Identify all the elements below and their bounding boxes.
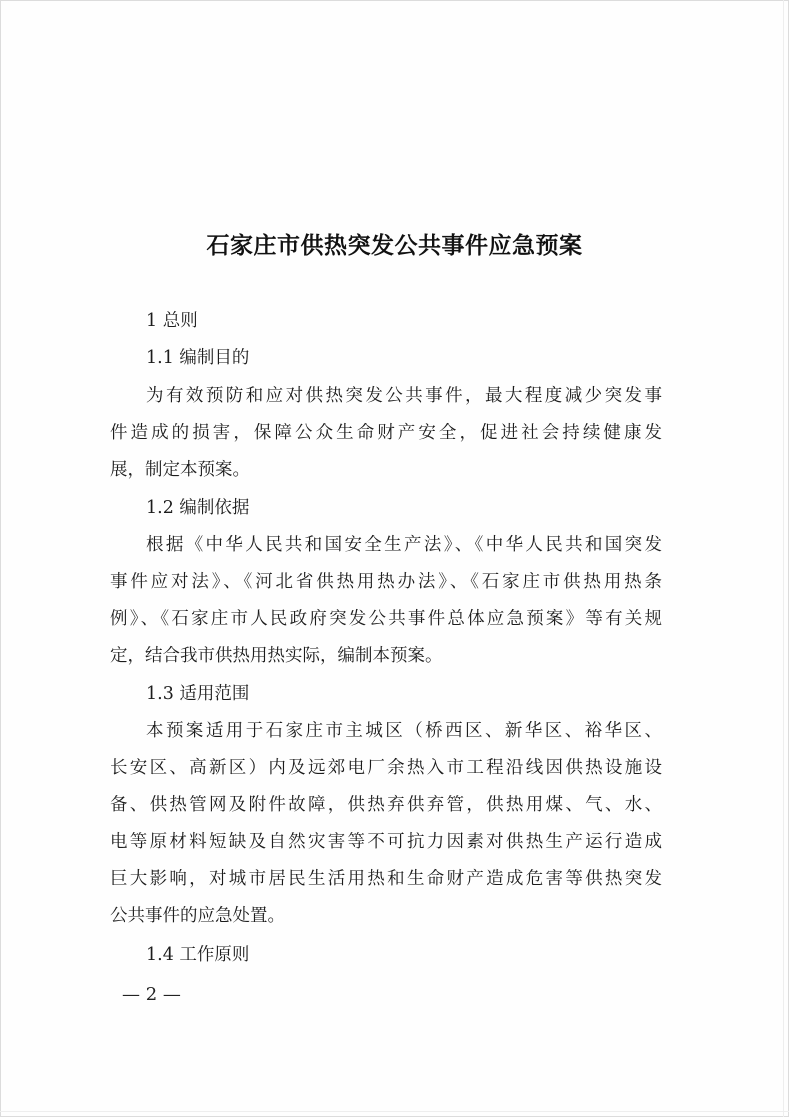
paragraph-line: 本预案适用于石家庄市主城区（桥西区、新华区、裕华区、 [146, 721, 662, 741]
paragraph-line: 长安区、高新区）内及远郊电厂余热入市工程沿线因供热设施设 [110, 758, 662, 778]
subsection-heading: 1.4 工作原则 [146, 945, 250, 965]
subsection-heading: 1.1 编制目的 [146, 348, 250, 368]
paragraph-line: 定，结合我市供热用热实际，编制本预案。 [110, 646, 443, 666]
page-edge [783, 0, 784, 1117]
paragraph-line: 事件应对法》、《河北省供热用热办法》、《石家庄市供热用热条 [110, 572, 662, 592]
paragraph-line: 根据《中华人民共和国安全生产法》、《中华人民共和国突发 [146, 535, 662, 555]
paragraph-line: 展，制定本预案。 [110, 460, 250, 480]
paragraph-line: 例》、《石家庄市人民政府突发公共事件总体应急预案》等有关规 [110, 609, 662, 629]
page-edge [0, 1111, 789, 1112]
document-title: 石家庄市供热突发公共事件应急预案 [206, 233, 583, 259]
paragraph-line: 电等原材料短缺及自然灾害等不可抗力因素对供热生产运行造成 [110, 832, 662, 852]
page-number: — 2 — [122, 984, 181, 1005]
paragraph-line: 为有效预防和应对供热突发公共事件，最大程度减少突发事 [146, 386, 662, 406]
paragraph-line: 件造成的损害，保障公众生命财产安全，促进社会持续健康发 [110, 423, 662, 443]
subsection-heading: 1.2 编制依据 [146, 498, 250, 518]
paragraph-line: 公共事件的应急处置。 [110, 906, 285, 926]
section-heading: 1 总则 [146, 311, 198, 331]
paragraph-line: 巨大影响，对城市居民生活用热和生命财产造成危害等供热突发 [110, 869, 662, 889]
paragraph-line: 备、供热管网及附件故障，供热弃供弃管，供热用煤、气、水、 [110, 795, 662, 815]
subsection-heading: 1.3 适用范围 [146, 684, 250, 704]
